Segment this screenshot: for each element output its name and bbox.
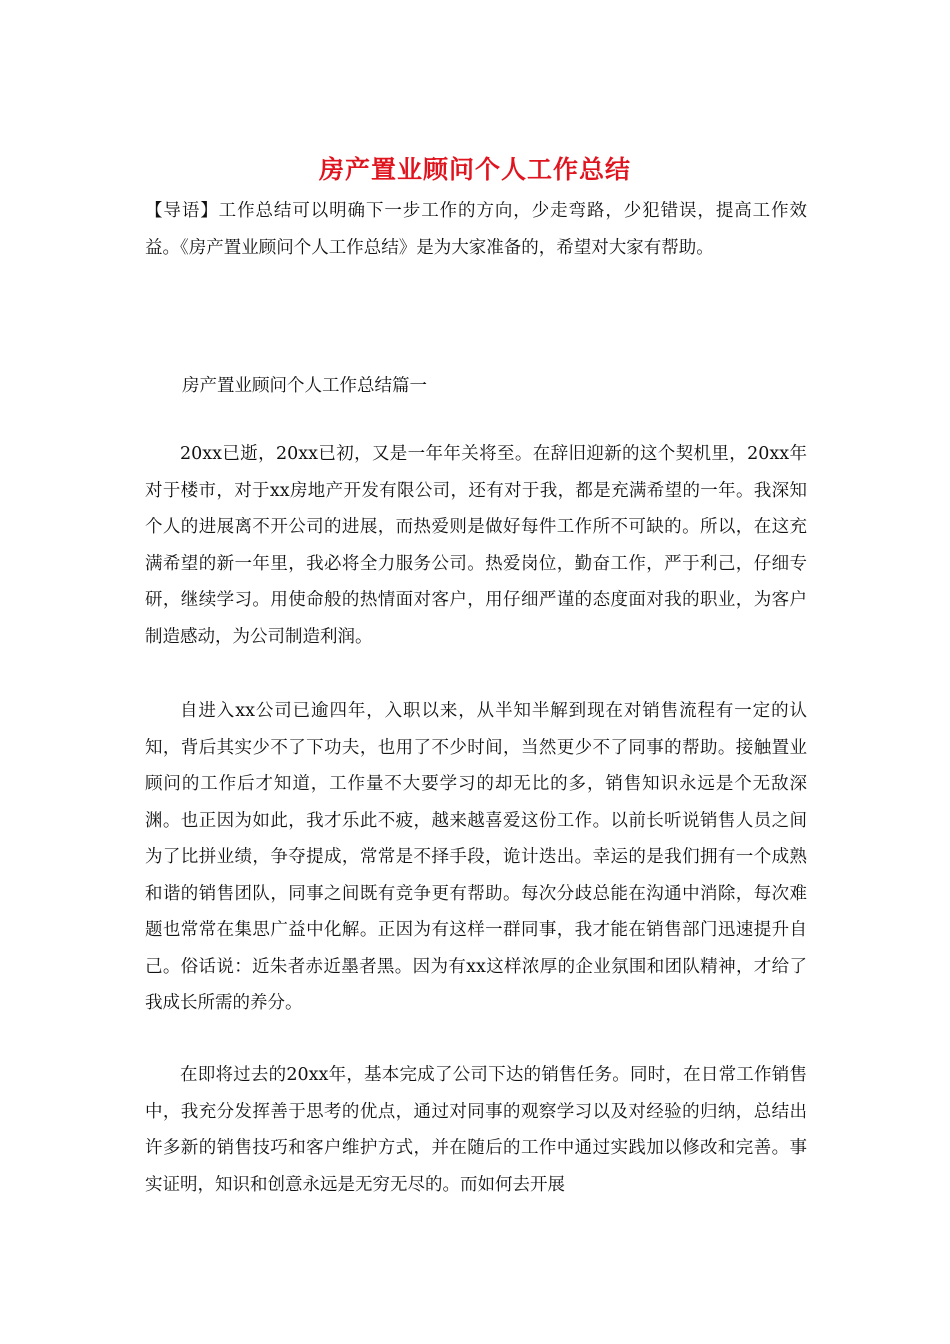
body-paragraph-2: 自进入xx公司已逾四年，入职以来，从半知半解到现在对销售流程有一定的认知，背后其实少不了下功夫，也用了不少时间，当然更少不了同事的帮助。接触置业顾问的工作后才知道，工作量不大要学习的却无比的多，销售知识永远是个无敌深渊。也正因为如此，我才乐此不疲，越来越喜爱这份工作。以前长听说销售人员之间为了比拼业绩，争夺提成，常常是不择手段，诡计迭出。幸运的是我们拥有一个成熟和谐的销售团队，同事之间既有竞争更有帮助。每次分歧总能在沟通中消除，每次难题也常常在集思广益中化解。正因为有这样一群同事，我才能在销售部门迅速提升自己。俗话说：近朱者赤近墨者黑。因为有xx这样浓厚的企业氛围和团队精神，才给了我成长所需的养分。	[145, 701, 807, 1013]
body-paragraph-1: 20xx已逝，20xx已初，又是一年年关将至。在辞旧迎新的这个契机里，20xx年对于楼市，对于xx房地产开发有限公司，还有对于我，都是充满希望的一年。我深知个人的进展离不开公司的进展，而热爱则是做好每件工作所不可缺的。所以，在这充满希望的新一年里，我必将全力服务公司。热爱岗位，勤奋工作，严于利己，仔细专研，继续学习。用使命般的热情面对客户，用仔细严谨的态度面对我的职业，为客户制造感动，为公司制造利润。	[145, 444, 807, 647]
section-heading: 房产置业顾问个人工作总结篇一	[182, 376, 427, 396]
lead-paragraph: 【导语】工作总结可以明确下一步工作的方向，少走弯路，少犯错误，提高工作效益。《房产置业顾问个人工作总结》是为大家准备的，希望对大家有帮助。	[145, 201, 807, 258]
body-paragraph-3: 在即将过去的20xx年，基本完成了公司下达的销售任务。同时，在日常工作销售中，我充分发挥善于思考的优点，通过对同事的观察学习以及对经验的归纳，总结出许多新的销售技巧和客户维护方式，并在随后的工作中通过实践加以修改和完善。事实证明，知识和创意永远是无穷无尽的。而如何去开展	[145, 1065, 807, 1195]
document-title: 房产置业顾问个人工作总结	[318, 155, 631, 184]
